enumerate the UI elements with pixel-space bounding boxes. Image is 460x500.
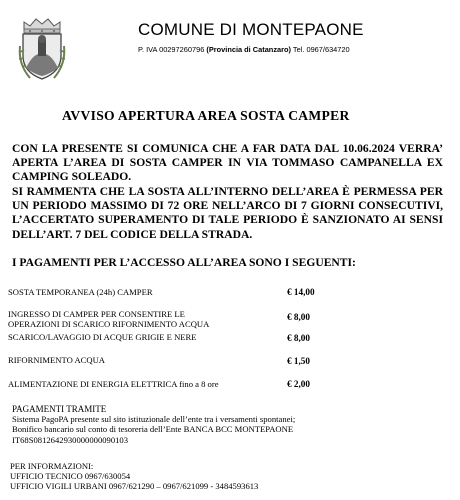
vat-number: P. IVA 00297260796 <box>138 45 205 54</box>
payment-methods <box>12 404 295 445</box>
fee-label-water: RIFORNIMENTO ACQUA <box>8 355 106 365</box>
contact-info-heading: PER INFORMAZIONI: <box>10 461 94 471</box>
contact-info <box>10 461 258 492</box>
fee-label-temporary-stay: SOSTA TEMPORANEA (24h) CAMPER <box>8 287 153 297</box>
coat-of-arms-logo <box>16 16 68 82</box>
fee-label-waste-discharge: SCARICO/LAVAGGIO DI ACQUE GRIGIE E NERE <box>8 332 197 342</box>
fee-label-electricity: ALIMENTAZIONE DI ENERGIA ELETTRICA fino a 8 ore <box>8 379 219 389</box>
notice-title: AVVISO APERTURA AREA SOSTA CAMPER <box>62 108 350 123</box>
fee-price-electricity: € 2,00 <box>287 379 310 389</box>
province: (Provincia di Catanzaro) <box>206 45 291 54</box>
contact-technical-office: UFFICIO TECNICO 0967/630054 <box>10 471 131 482</box>
contact-police-office: UFFICIO VIGILI URBANI 0967/621290 – 0967/621099 - 3484593613 <box>10 481 259 492</box>
payment-pagopa: Sistema PagoPA presente sul sito istituzionale dell’ente tra i versamenti spontanei; <box>12 414 296 425</box>
notice-paragraph-rules: SI RAMMENTA CHE LA SOSTA ALL’INTERNO DELL’AREA È PERMESSA PER UN PERIODO MASSIMO DI 72 ORE NELL’ARCO DI 7 GIORNI CONSECUTIVI, L’ACCERTATO SUPERAMENTO DI TALE PERIODO È SANZIONATO AI SENSI DELL’ART. 7 DEL CODICE DELLA STRADA. <box>12 185 443 241</box>
fee-price-water: € 1,50 <box>287 356 310 366</box>
fee-price-waste-discharge: € 8,00 <box>287 333 310 343</box>
payment-iban: IT68S0812642930000000090103 <box>12 434 129 445</box>
header-phone: Tel. 0967/634720 <box>292 45 350 54</box>
municipality-title: COMUNE DI MONTEPAONE <box>138 20 364 39</box>
payment-bank-transfer: Bonifico bancario sul conto di tesoreria dell’Ente BANCA BCC MONTEPAONE <box>12 424 294 435</box>
fee-price-entry: € 8,00 <box>287 312 310 322</box>
fee-label-entry: INGRESSO DI CAMPER PER CONSENTIRE LE OPERAZIONI DI SCARICO RIFORNIMENTO ACQUA <box>8 309 210 330</box>
header-contact-line <box>138 45 350 54</box>
payment-methods-heading: PAGAMENTI TRAMITE <box>12 404 107 414</box>
notice-paragraph-payments-intro: I PAGAMENTI PER L’ACCESSO ALL’AREA SONO I SEGUENTI: <box>12 256 356 269</box>
notice-paragraph-opening: CON LA PRESENTE SI COMUNICA CHE A FAR DATA DAL 10.06.2024 VERRA’ APERTA L’AREA DI SOSTA CAMPER IN VIA TOMMASO CAMPANELLA EX CAMPING SOLEADO. <box>12 142 443 184</box>
fee-price-temporary-stay: € 14,00 <box>287 287 315 297</box>
